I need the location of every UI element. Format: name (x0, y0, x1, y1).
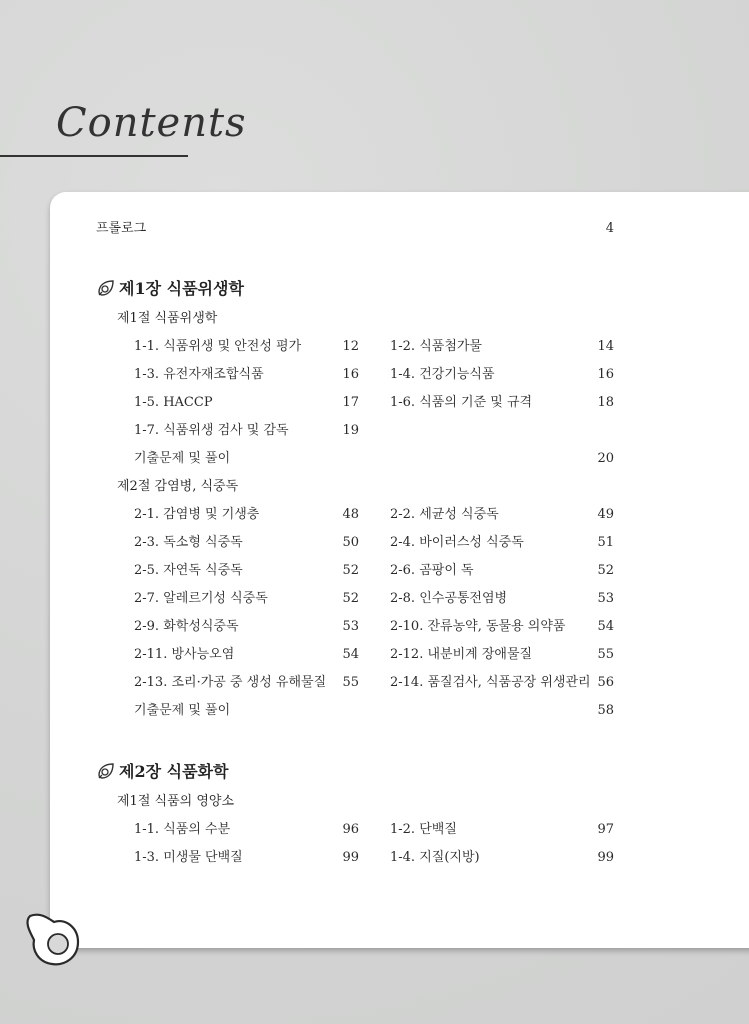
toc-item-label: 2-8. 인수공통전염병 (390, 591, 508, 606)
toc-item-label: 1-5. HACCP (134, 395, 213, 410)
toc-item-label: 1-3. 미생물 단백질 (134, 850, 243, 865)
leaf-icon (96, 278, 116, 298)
toc-item-label: 2-9. 화학성식중독 (134, 619, 239, 634)
exam-page: 58 (597, 703, 614, 718)
toc-item-label: 1-1. 식품의 수분 (134, 822, 231, 837)
section-heading: 제2절 감염병, 식중독 (117, 479, 239, 494)
exam-label: 기출문제 및 풀이 (134, 451, 231, 466)
section-heading: 제1절 식품위생학 (117, 311, 218, 326)
toc-item-page: 17 (342, 395, 359, 410)
toc-item-page: 16 (342, 367, 359, 382)
toc-item-label: 2-14. 품질검사, 식품공장 위생관리 (390, 675, 591, 690)
toc-item-page: 56 (597, 675, 614, 690)
section-heading: 제1절 식품의 영양소 (117, 794, 234, 809)
toc-item-label: 1-2. 단백질 (390, 822, 457, 837)
toc-item-page: 50 (342, 535, 359, 550)
toc-item-page: 53 (597, 591, 614, 606)
chapter-title: 제2장 식품화학 (119, 762, 229, 781)
toc-item-label: 2-4. 바이러스성 식중독 (390, 535, 524, 550)
toc-item-label: 1-2. 식품첨가물 (390, 339, 482, 354)
toc-item-page: 18 (597, 395, 614, 410)
toc-item-page: 19 (342, 423, 359, 438)
toc-item-page: 99 (342, 850, 359, 865)
toc-item-page: 54 (342, 647, 359, 662)
exam-page: 20 (597, 451, 614, 466)
exam-label: 기출문제 및 풀이 (134, 703, 231, 718)
toc-item-page: 52 (342, 591, 359, 606)
toc-item-page: 99 (597, 850, 614, 865)
page-title: Contents (56, 100, 247, 146)
toc-item-label: 1-7. 식품위생 검사 및 감독 (134, 423, 289, 438)
toc-item-label: 1-1. 식품위생 및 안전성 평가 (134, 339, 302, 354)
prologue-page: 4 (605, 221, 614, 236)
toc-item-label: 1-3. 유전자재조합식품 (134, 367, 264, 382)
toc-item-label: 2-10. 잔류농약, 동물용 의약품 (390, 619, 566, 634)
toc-item-label: 2-2. 세균성 식중독 (390, 507, 499, 522)
toc-item-page: 14 (597, 339, 614, 354)
toc-item-label: 2-12. 내분비계 장애물질 (390, 647, 533, 662)
toc-item-page: 49 (597, 507, 614, 522)
toc-item-page: 55 (597, 647, 614, 662)
prologue-label: 프롤로그 (96, 221, 147, 236)
toc-item-page: 48 (342, 507, 359, 522)
toc-item-page: 52 (342, 563, 359, 578)
toc-item-page: 54 (597, 619, 614, 634)
toc-item-page: 16 (597, 367, 614, 382)
chapter-title: 제1장 식품위생학 (119, 279, 244, 298)
title-underline (0, 155, 188, 157)
toc-item-label: 2-13. 조리·가공 중 생성 유해물질 (134, 675, 327, 690)
toc-item-label: 1-6. 식품의 기준 및 규격 (390, 395, 533, 410)
toc-item-page: 55 (342, 675, 359, 690)
chapter-heading (96, 278, 244, 299)
toc-item-label: 1-4. 건강기능식품 (390, 367, 495, 382)
toc-item-page: 12 (342, 339, 359, 354)
toc-item-label: 2-5. 자연독 식중독 (134, 563, 243, 578)
toc-item-label: 2-1. 감염병 및 기생충 (134, 507, 260, 522)
leaf-icon (96, 761, 116, 781)
toc-item-label: 2-3. 독소형 식중독 (134, 535, 243, 550)
chapter-heading (96, 761, 228, 782)
avocado-icon (22, 910, 82, 968)
toc-item-page: 96 (342, 822, 359, 837)
toc-item-page: 51 (597, 535, 614, 550)
toc-item-label: 2-6. 곰팡이 독 (390, 563, 474, 578)
toc-item-label: 1-4. 지질(지방) (390, 850, 480, 865)
toc-item-page: 52 (597, 563, 614, 578)
toc-item-label: 2-11. 방사능오염 (134, 647, 235, 662)
toc-item-label: 2-7. 알레르기성 식중독 (134, 591, 268, 606)
toc-item-page: 53 (342, 619, 359, 634)
toc-item-page: 97 (597, 822, 614, 837)
